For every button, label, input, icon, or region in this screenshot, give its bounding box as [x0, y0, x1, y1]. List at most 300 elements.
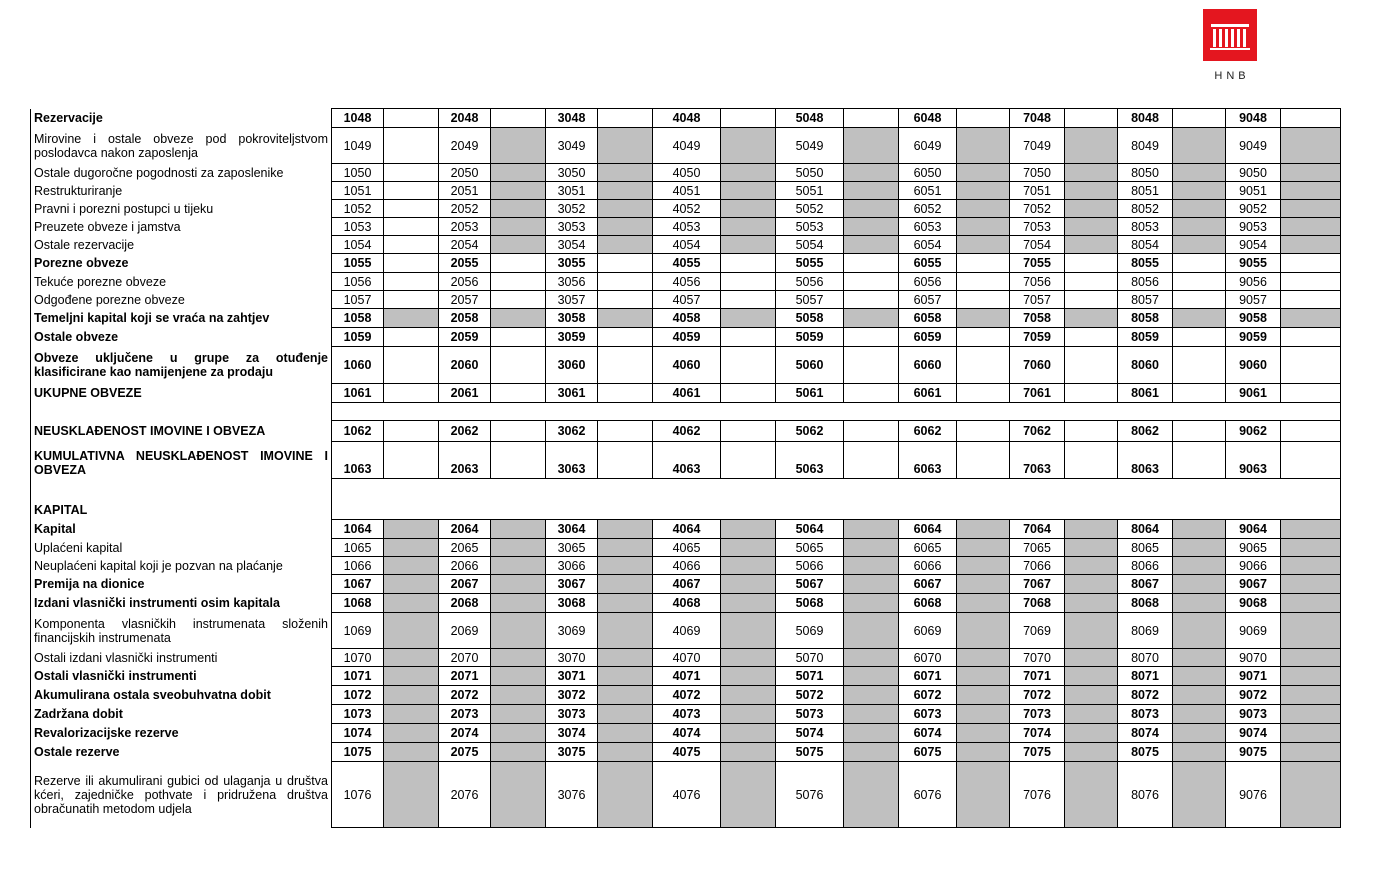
value-cell[interactable] [1173, 309, 1226, 328]
value-cell[interactable] [598, 762, 653, 828]
value-cell[interactable] [844, 128, 899, 164]
code-cell: 8051 [1118, 182, 1173, 200]
value-cell[interactable] [721, 594, 776, 613]
value-cell[interactable] [598, 743, 653, 762]
value-cell[interactable] [1173, 705, 1226, 724]
value-cell[interactable] [957, 291, 1010, 309]
code-cell: 2054 [439, 236, 491, 254]
code-cell: 7076 [1010, 762, 1065, 828]
value-cell[interactable] [384, 182, 439, 200]
value-cell[interactable] [491, 539, 546, 557]
value-cell[interactable] [384, 164, 439, 182]
value-cell[interactable] [491, 520, 546, 539]
code-cell: 3050 [546, 164, 598, 182]
value-cell[interactable] [957, 557, 1010, 575]
value-cell[interactable] [957, 236, 1010, 254]
value-cell[interactable] [957, 128, 1010, 164]
value-cell[interactable] [491, 273, 546, 291]
value-cell[interactable] [491, 328, 546, 347]
value-cell[interactable] [721, 557, 776, 575]
value-cell[interactable] [384, 273, 439, 291]
value-cell[interactable] [1173, 384, 1226, 403]
value-cell[interactable] [844, 347, 899, 384]
value-cell[interactable] [491, 705, 546, 724]
value-cell[interactable] [1173, 649, 1226, 667]
value-cell[interactable] [1173, 557, 1226, 575]
value-cell[interactable] [1281, 182, 1341, 200]
value-cell[interactable] [1065, 421, 1118, 442]
value-cell[interactable] [1065, 705, 1118, 724]
code-cell: 4052 [653, 200, 721, 218]
code-cell: 1059 [332, 328, 384, 347]
code-cell: 8071 [1118, 667, 1173, 686]
value-cell[interactable] [844, 762, 899, 828]
value-cell[interactable] [1065, 686, 1118, 705]
value-cell[interactable] [598, 236, 653, 254]
value-cell[interactable] [598, 128, 653, 164]
code-cell: 5058 [776, 309, 844, 328]
value-cell[interactable] [491, 128, 546, 164]
value-cell[interactable] [384, 109, 439, 128]
value-cell[interactable] [957, 442, 1010, 479]
value-cell[interactable] [1065, 218, 1118, 236]
value-cell[interactable] [1173, 762, 1226, 828]
value-cell[interactable] [957, 705, 1010, 724]
value-cell[interactable] [598, 273, 653, 291]
value-cell[interactable] [598, 575, 653, 594]
value-cell[interactable] [491, 686, 546, 705]
value-cell[interactable] [844, 539, 899, 557]
code-cell: 4053 [653, 218, 721, 236]
value-cell[interactable] [1065, 273, 1118, 291]
value-cell[interactable] [384, 724, 439, 743]
value-cell[interactable] [1065, 539, 1118, 557]
value-cell[interactable] [598, 557, 653, 575]
value-cell[interactable] [957, 273, 1010, 291]
code-cell: 7059 [1010, 328, 1065, 347]
value-cell[interactable] [721, 164, 776, 182]
value-cell[interactable] [1281, 164, 1341, 182]
value-cell[interactable] [1065, 291, 1118, 309]
value-cell[interactable] [844, 109, 899, 128]
value-cell[interactable] [1065, 649, 1118, 667]
value-cell[interactable] [1281, 557, 1341, 575]
value-cell[interactable] [384, 347, 439, 384]
value-cell[interactable] [957, 421, 1010, 442]
value-cell[interactable] [1173, 236, 1226, 254]
table-row [31, 594, 1341, 613]
code-cell: 2073 [439, 705, 491, 724]
value-cell[interactable] [1173, 254, 1226, 273]
value-cell[interactable] [491, 309, 546, 328]
value-cell[interactable] [721, 667, 776, 686]
value-cell[interactable] [1173, 328, 1226, 347]
value-cell[interactable] [957, 762, 1010, 828]
value-cell[interactable] [844, 328, 899, 347]
value-cell[interactable] [1065, 200, 1118, 218]
value-cell[interactable] [721, 575, 776, 594]
value-cell[interactable] [1281, 309, 1341, 328]
value-cell[interactable] [598, 705, 653, 724]
value-cell[interactable] [1281, 594, 1341, 613]
value-cell[interactable] [721, 347, 776, 384]
value-cell[interactable] [844, 384, 899, 403]
value-cell[interactable] [844, 421, 899, 442]
value-cell[interactable] [844, 724, 899, 743]
value-cell[interactable] [598, 520, 653, 539]
value-cell[interactable] [491, 743, 546, 762]
value-cell[interactable] [1065, 347, 1118, 384]
value-cell[interactable] [1065, 520, 1118, 539]
value-cell[interactable] [491, 164, 546, 182]
value-cell[interactable] [598, 200, 653, 218]
value-cell[interactable] [598, 309, 653, 328]
value-cell[interactable] [844, 594, 899, 613]
value-cell[interactable] [844, 254, 899, 273]
value-cell[interactable] [598, 164, 653, 182]
value-cell[interactable] [721, 200, 776, 218]
value-cell[interactable] [721, 128, 776, 164]
value-cell[interactable] [491, 557, 546, 575]
value-cell[interactable] [384, 667, 439, 686]
value-cell[interactable] [1173, 686, 1226, 705]
value-cell[interactable] [844, 236, 899, 254]
row-label: Rezervacije [31, 109, 332, 128]
value-cell[interactable] [1065, 743, 1118, 762]
value-cell[interactable] [1173, 539, 1226, 557]
value-cell[interactable] [384, 743, 439, 762]
code-cell: 9064 [1226, 520, 1281, 539]
value-cell[interactable] [1173, 575, 1226, 594]
value-cell[interactable] [957, 686, 1010, 705]
code-cell: 3068 [546, 594, 598, 613]
value-cell[interactable] [957, 109, 1010, 128]
value-cell[interactable] [721, 236, 776, 254]
code-cell: 4048 [653, 109, 721, 128]
value-cell[interactable] [384, 128, 439, 164]
value-cell[interactable] [1065, 236, 1118, 254]
value-cell[interactable] [384, 705, 439, 724]
value-cell[interactable] [721, 421, 776, 442]
value-cell[interactable] [721, 649, 776, 667]
value-cell[interactable] [384, 520, 439, 539]
value-cell[interactable] [721, 520, 776, 539]
value-cell[interactable] [491, 594, 546, 613]
value-cell[interactable] [384, 557, 439, 575]
value-cell[interactable] [721, 705, 776, 724]
value-cell[interactable] [1065, 328, 1118, 347]
value-cell[interactable] [721, 762, 776, 828]
value-cell[interactable] [1281, 328, 1341, 347]
value-cell[interactable] [1065, 613, 1118, 649]
value-cell[interactable] [598, 218, 653, 236]
value-cell[interactable] [1173, 743, 1226, 762]
value-cell[interactable] [491, 649, 546, 667]
value-cell[interactable] [1281, 200, 1341, 218]
value-cell[interactable] [598, 384, 653, 403]
value-cell[interactable] [957, 200, 1010, 218]
value-cell[interactable] [844, 575, 899, 594]
value-cell[interactable] [1281, 384, 1341, 403]
value-cell[interactable] [598, 182, 653, 200]
value-cell[interactable] [1065, 557, 1118, 575]
value-cell[interactable] [957, 667, 1010, 686]
value-cell[interactable] [1173, 613, 1226, 649]
value-cell[interactable] [957, 347, 1010, 384]
value-cell[interactable] [957, 254, 1010, 273]
value-cell[interactable] [844, 686, 899, 705]
value-cell[interactable] [491, 347, 546, 384]
value-cell[interactable] [384, 594, 439, 613]
value-cell[interactable] [957, 743, 1010, 762]
value-cell[interactable] [491, 667, 546, 686]
value-cell[interactable] [384, 575, 439, 594]
value-cell[interactable] [598, 724, 653, 743]
value-cell[interactable] [1281, 667, 1341, 686]
value-cell[interactable] [491, 236, 546, 254]
value-cell[interactable] [957, 218, 1010, 236]
value-cell[interactable] [721, 291, 776, 309]
value-cell[interactable] [1173, 200, 1226, 218]
value-cell[interactable] [721, 254, 776, 273]
value-cell[interactable] [721, 686, 776, 705]
value-cell[interactable] [1065, 667, 1118, 686]
value-cell[interactable] [957, 539, 1010, 557]
value-cell[interactable] [598, 649, 653, 667]
value-cell[interactable] [721, 309, 776, 328]
value-cell[interactable] [721, 442, 776, 479]
value-cell[interactable] [957, 649, 1010, 667]
code-cell: 6062 [899, 421, 957, 442]
value-cell[interactable] [384, 200, 439, 218]
value-cell[interactable] [1281, 762, 1341, 828]
value-cell[interactable] [1173, 724, 1226, 743]
value-cell[interactable] [491, 613, 546, 649]
value-cell[interactable] [1173, 291, 1226, 309]
value-cell[interactable] [844, 520, 899, 539]
value-cell[interactable] [1281, 128, 1341, 164]
table-row [31, 182, 1341, 200]
value-cell[interactable] [1281, 421, 1341, 442]
value-cell[interactable] [957, 613, 1010, 649]
value-cell[interactable] [844, 291, 899, 309]
value-cell[interactable] [598, 328, 653, 347]
value-cell[interactable] [598, 291, 653, 309]
value-cell[interactable] [384, 328, 439, 347]
value-cell[interactable] [721, 724, 776, 743]
value-cell[interactable] [721, 273, 776, 291]
value-cell[interactable] [1281, 520, 1341, 539]
value-cell[interactable] [491, 724, 546, 743]
value-cell[interactable] [1173, 347, 1226, 384]
value-cell[interactable] [1281, 575, 1341, 594]
value-cell[interactable] [1281, 254, 1341, 273]
section-row [332, 479, 1341, 520]
code-cell: 1050 [332, 164, 384, 182]
value-cell[interactable] [721, 218, 776, 236]
value-cell[interactable] [598, 109, 653, 128]
value-cell[interactable] [384, 649, 439, 667]
value-cell[interactable] [1173, 594, 1226, 613]
code-cell: 6076 [899, 762, 957, 828]
value-cell[interactable] [491, 218, 546, 236]
code-cell: 5062 [776, 421, 844, 442]
value-cell[interactable] [598, 421, 653, 442]
value-cell[interactable] [1173, 442, 1226, 479]
value-cell[interactable] [491, 421, 546, 442]
value-cell[interactable] [1173, 128, 1226, 164]
value-cell[interactable] [1065, 442, 1118, 479]
value-cell[interactable] [1065, 182, 1118, 200]
value-cell[interactable] [384, 309, 439, 328]
code-cell: 1062 [332, 421, 384, 442]
value-cell[interactable] [598, 686, 653, 705]
value-cell[interactable] [1281, 291, 1341, 309]
value-cell[interactable] [491, 109, 546, 128]
value-cell[interactable] [1281, 539, 1341, 557]
value-cell[interactable] [957, 309, 1010, 328]
value-cell[interactable] [384, 236, 439, 254]
value-cell[interactable] [1065, 109, 1118, 128]
value-cell[interactable] [957, 594, 1010, 613]
value-cell[interactable] [1281, 686, 1341, 705]
code-cell: 4063 [653, 442, 721, 479]
value-cell[interactable] [598, 347, 653, 384]
value-cell[interactable] [1281, 613, 1341, 649]
value-cell[interactable] [957, 724, 1010, 743]
value-cell[interactable] [844, 309, 899, 328]
code-cell: 9057 [1226, 291, 1281, 309]
value-cell[interactable] [844, 182, 899, 200]
value-cell[interactable] [1065, 254, 1118, 273]
value-cell[interactable] [1281, 724, 1341, 743]
value-cell[interactable] [1065, 724, 1118, 743]
value-cell[interactable] [844, 442, 899, 479]
value-cell[interactable] [1173, 109, 1226, 128]
value-cell[interactable] [957, 384, 1010, 403]
value-cell[interactable] [1173, 182, 1226, 200]
value-cell[interactable] [1281, 273, 1341, 291]
row-label: Revalorizacijske rezerve [31, 724, 332, 743]
value-cell[interactable] [844, 613, 899, 649]
value-cell[interactable] [1281, 442, 1341, 479]
table-row [31, 218, 1341, 236]
value-cell[interactable] [598, 667, 653, 686]
code-cell: 8063 [1118, 442, 1173, 479]
value-cell[interactable] [844, 743, 899, 762]
code-cell: 6072 [899, 686, 957, 705]
code-cell: 1048 [332, 109, 384, 128]
value-cell[interactable] [491, 442, 546, 479]
value-cell[interactable] [384, 254, 439, 273]
value-cell[interactable] [491, 575, 546, 594]
value-cell[interactable] [1065, 594, 1118, 613]
value-cell[interactable] [1065, 128, 1118, 164]
value-cell[interactable] [1173, 667, 1226, 686]
value-cell[interactable] [598, 594, 653, 613]
code-cell: 1074 [332, 724, 384, 743]
value-cell[interactable] [384, 442, 439, 479]
code-cell: 9072 [1226, 686, 1281, 705]
value-cell[interactable] [844, 705, 899, 724]
value-cell[interactable] [844, 649, 899, 667]
value-cell[interactable] [491, 291, 546, 309]
value-cell[interactable] [1281, 218, 1341, 236]
value-cell[interactable] [491, 762, 546, 828]
value-cell[interactable] [384, 686, 439, 705]
value-cell[interactable] [721, 384, 776, 403]
value-cell[interactable] [957, 575, 1010, 594]
value-cell[interactable] [1281, 743, 1341, 762]
value-cell[interactable] [1173, 273, 1226, 291]
value-cell[interactable] [1281, 705, 1341, 724]
value-cell[interactable] [957, 328, 1010, 347]
value-cell[interactable] [844, 200, 899, 218]
value-cell[interactable] [721, 613, 776, 649]
value-cell[interactable] [491, 254, 546, 273]
value-cell[interactable] [1065, 384, 1118, 403]
value-cell[interactable] [491, 384, 546, 403]
value-cell[interactable] [491, 200, 546, 218]
value-cell[interactable] [844, 218, 899, 236]
value-cell[interactable] [844, 667, 899, 686]
value-cell[interactable] [384, 539, 439, 557]
value-cell[interactable] [1281, 649, 1341, 667]
value-cell[interactable] [844, 273, 899, 291]
value-cell[interactable] [598, 539, 653, 557]
value-cell[interactable] [384, 421, 439, 442]
value-cell[interactable] [1281, 109, 1341, 128]
value-cell[interactable] [1281, 347, 1341, 384]
value-cell[interactable] [721, 109, 776, 128]
value-cell[interactable] [721, 539, 776, 557]
value-cell[interactable] [1065, 575, 1118, 594]
value-cell[interactable] [721, 328, 776, 347]
value-cell[interactable] [491, 182, 546, 200]
value-cell[interactable] [1173, 520, 1226, 539]
value-cell[interactable] [1065, 164, 1118, 182]
value-cell[interactable] [1281, 236, 1341, 254]
value-cell[interactable] [598, 442, 653, 479]
code-cell: 3076 [546, 762, 598, 828]
value-cell[interactable] [844, 557, 899, 575]
value-cell[interactable] [957, 520, 1010, 539]
value-cell[interactable] [384, 613, 439, 649]
table-row [31, 236, 1341, 254]
value-cell[interactable] [384, 291, 439, 309]
value-cell[interactable] [721, 743, 776, 762]
table-row [31, 109, 1341, 128]
value-cell[interactable] [384, 218, 439, 236]
value-cell[interactable] [598, 613, 653, 649]
code-cell: 3067 [546, 575, 598, 594]
value-cell[interactable] [844, 164, 899, 182]
value-cell[interactable] [721, 182, 776, 200]
code-cell: 2061 [439, 384, 491, 403]
value-cell[interactable] [957, 164, 1010, 182]
value-cell[interactable] [1173, 164, 1226, 182]
value-cell[interactable] [957, 182, 1010, 200]
value-cell[interactable] [384, 384, 439, 403]
value-cell[interactable] [1065, 762, 1118, 828]
value-cell[interactable] [384, 762, 439, 828]
value-cell[interactable] [598, 254, 653, 273]
code-cell: 2075 [439, 743, 491, 762]
value-cell[interactable] [1173, 218, 1226, 236]
value-cell[interactable] [1065, 309, 1118, 328]
value-cell[interactable] [1173, 421, 1226, 442]
code-cell: 6055 [899, 254, 957, 273]
